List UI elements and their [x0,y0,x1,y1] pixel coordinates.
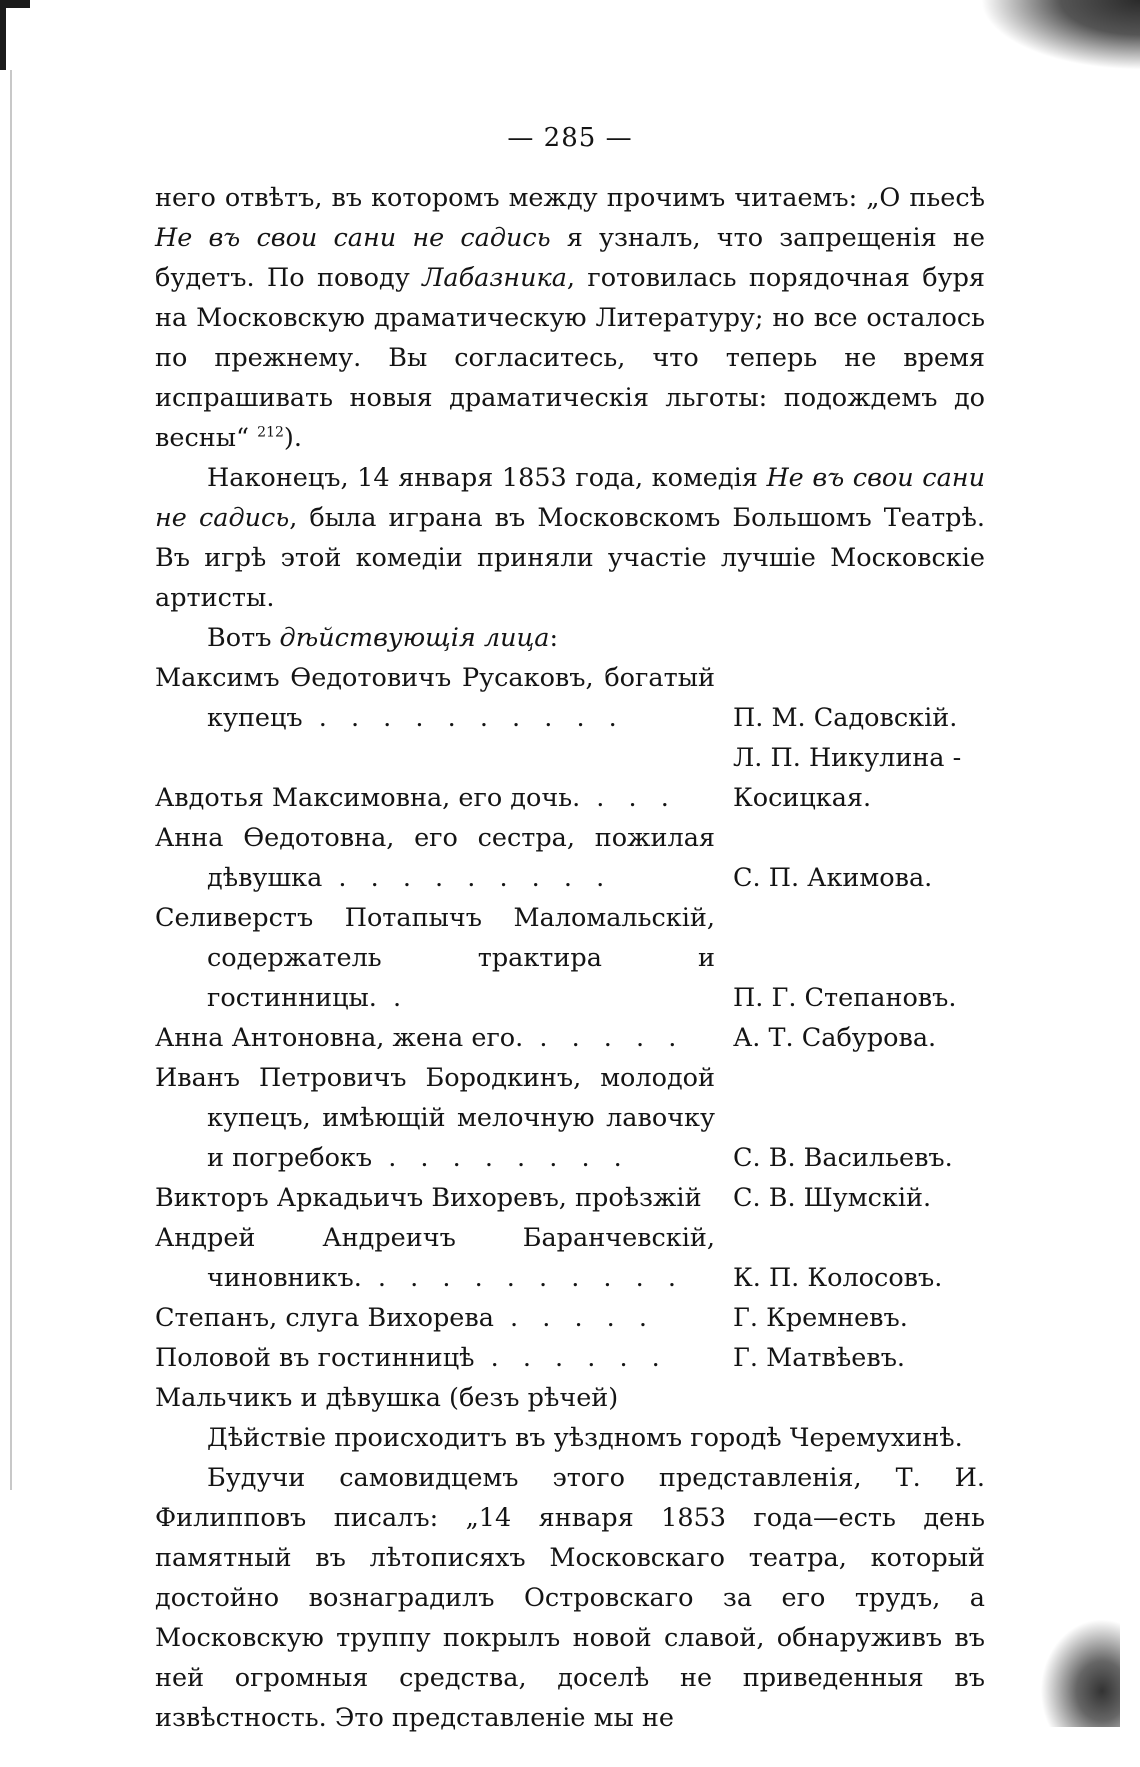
cast-role: Степанъ, слуга Вихорева . . . . . [155,1303,655,1333]
cast-row [155,1338,985,1378]
premiere-paragraph: Наконецъ, 14 января 1853 года, комедія Не въ свои сани не садись, была играна въ Московскомъ Большомъ Театрѣ. Въ игрѣ этой комедіи приняли участіе лучшіе Московскіе артисты. [155,463,986,613]
cast-row [155,818,985,898]
cast-row [155,1298,985,1338]
cast-actor: Г. Матвѣевъ. [733,1343,906,1373]
cast-row [155,738,985,818]
play-title-labaznik: Лабазника [422,263,567,293]
cast-role: Андрей Андреичъ Баранчевскій, чиновникъ. . . . . . . . . . . [155,1223,715,1293]
cast-actor: С. В. Шумскій. [733,1183,932,1213]
cast-actor: С. П. Акимова. [733,863,933,893]
cast-actor: С. В. Васильевъ. [733,1143,953,1173]
cast-actor: Г. Кремневъ. [733,1303,908,1333]
scan-shadow-top-right [980,0,1140,70]
play-title: Не въ свои сани не садись [155,463,986,533]
cast-actor: К. П. Колосовъ. [733,1263,943,1293]
cast-role: Викторъ Аркадьичъ Вихоревъ, проѣзжій [155,1183,702,1213]
cast-role: Половой въ гостинницѣ . . . . . . [155,1343,668,1373]
scan-shadow-bottom-right [1030,1607,1120,1727]
closing-paragraph: Будучи самовидцемъ этого представленія, Т. И. Филипповъ писалъ: „14 января 1853 года—есть день памятный въ лѣтописяхъ Московскаго театра, который достойно вознаградилъ Островскаго за его трудъ, а Московскую труппу покрылъ новой славой, обнаруживъ въ ней огромныя средства, доселѣ не приведенныя въ извѣстность. Это представленіе мы не [155,1463,985,1733]
page-number: — 285 — [507,123,633,153]
cast-list [155,658,985,1418]
cast-actor: П. М. Садовскій. [733,703,958,733]
cast-heading: Вотъ дѣйствующія лица: [207,623,559,653]
scan-edge-left [10,70,12,1490]
cast-role: Анна Антоновна, жена его. . . . . . [155,1023,685,1053]
cast-role: Авдотья Максимовна, его дочь. . . . [155,783,677,813]
cast-role: Мальчикъ и дѣвушка (безъ рѣчей) [155,1383,619,1413]
cast-actor: Л. П. Никулина - Косицкая. [733,743,962,813]
cast-role: Максимъ Ѳедотовичъ Русаковъ, богатый купецъ . . . . . . . . . . [155,663,715,733]
cast-row [155,1018,985,1058]
intro-paragraph: него отвѣтъ, въ которомъ между прочимъ читаемъ: „О пьесѣ Не въ свои сани не садись я узналъ, что запрещенія не будетъ. По поводу Лабазника, готовилась порядочная буря на Московскую драматическую Литературу; но все осталось по прежнему. Вы согласитесь, что теперь не время испрашивать новыя драматическія льготы: подождемъ до весны“ $^{212}$). [155,183,985,453]
cast-role: Селиверстъ Потапычъ Маломальскій, содержатель трактира и гостинницы. . [155,903,715,1013]
cast-row [155,1218,985,1298]
cast-row [155,898,985,1018]
scan-edge-left-corner [0,0,6,70]
cast-row [155,1178,985,1218]
book-page [155,118,985,1738]
setting-line: Дѣйствіе происходитъ въ уѣздномъ городѣ Черемухинѣ. [207,1423,963,1453]
cast-role: Анна Ѳедотовна, его сестра, пожилая дѣвушка . . . . . . . . . [155,823,715,893]
play-title: Не въ свои сани не садись [155,223,551,253]
cast-row [155,658,985,738]
cast-row [155,1058,985,1178]
cast-actor: А. Т. Сабурова. [733,1023,937,1053]
cast-role: Иванъ Петровичъ Бородкинъ, молодой купецъ, имѣющій мелочную лавочку и погребокъ . . . . . . . . [155,1063,715,1173]
cast-actor: П. Г. Степановъ. [733,983,957,1013]
footnote-ref: 212 [257,424,284,441]
cast-row [155,1378,985,1418]
